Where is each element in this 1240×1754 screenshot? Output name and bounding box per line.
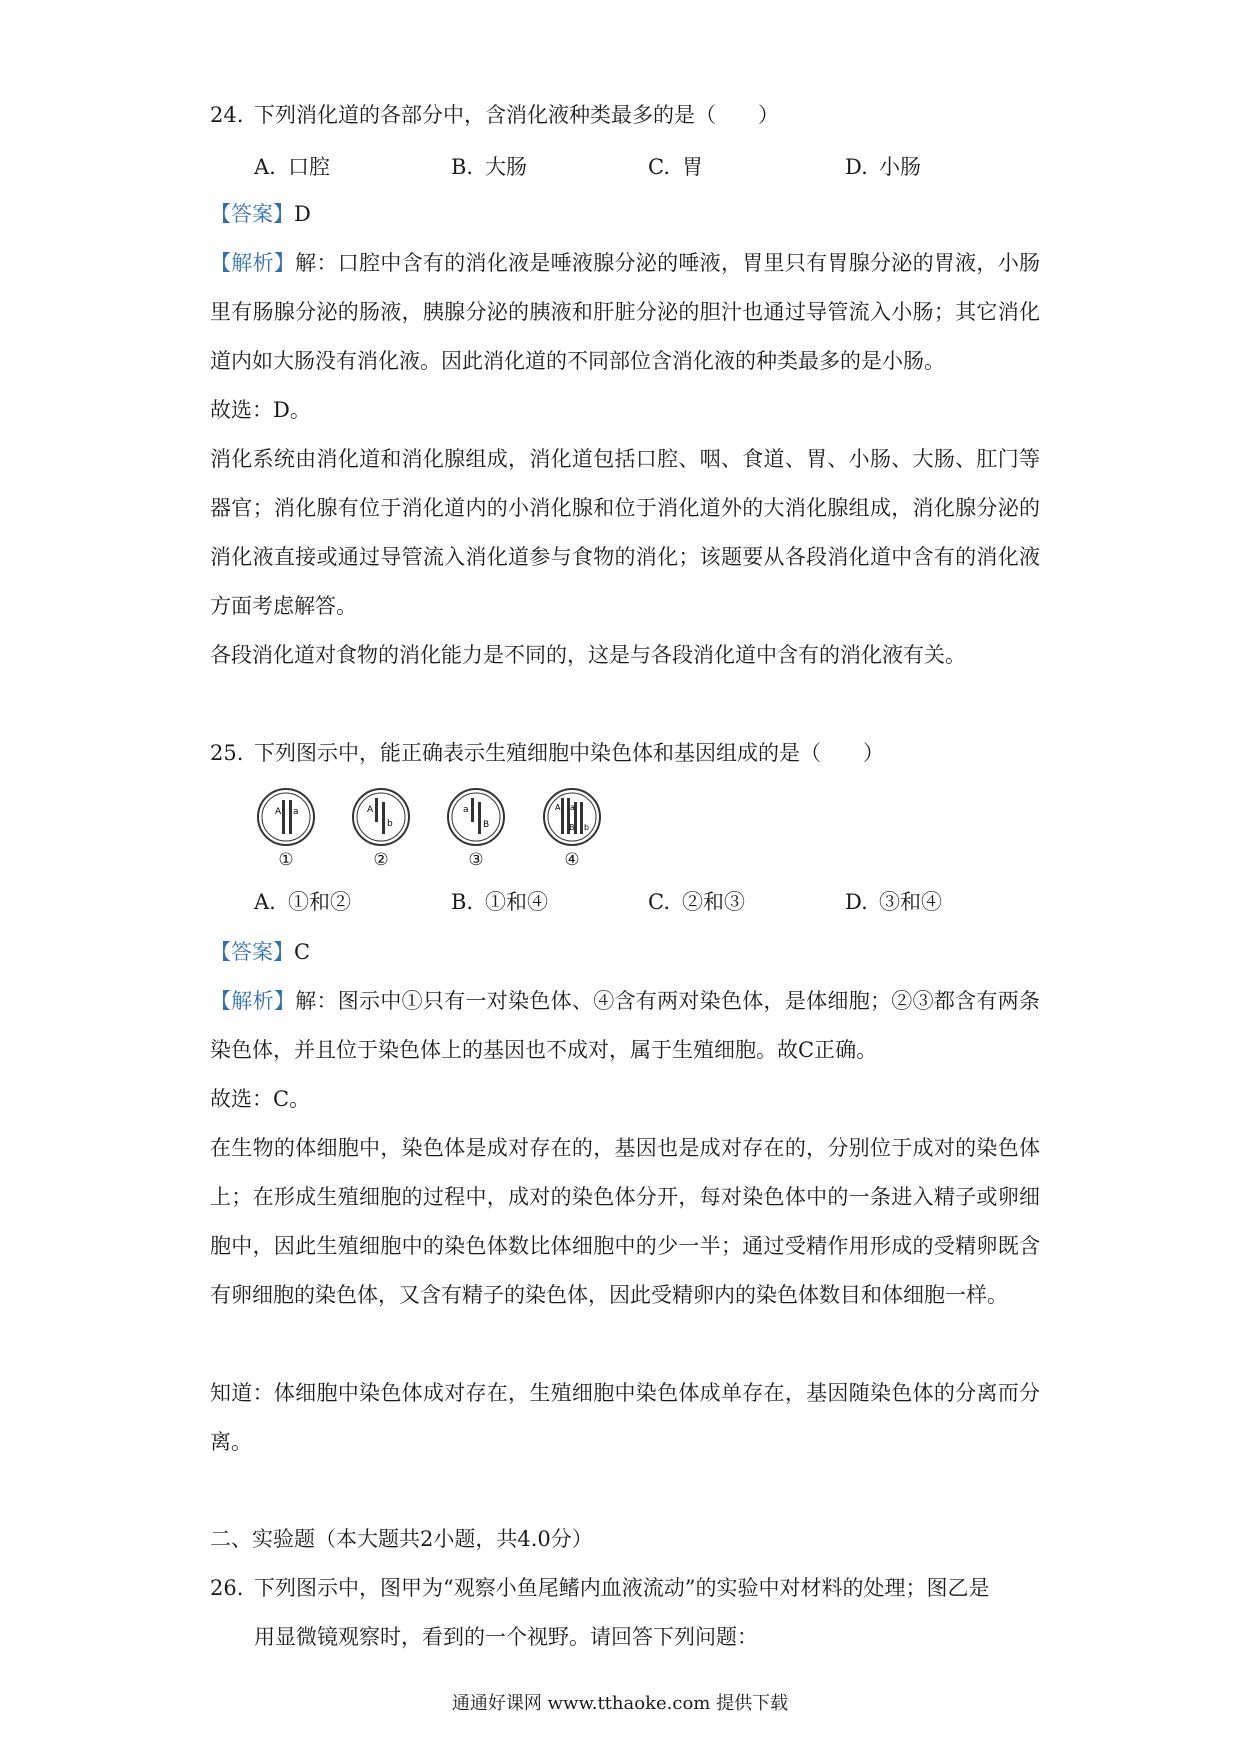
cell-figure-4: [541, 786, 603, 876]
q26-stem-1: 下列图示中，图甲为“观察小鱼尾鳍内血液流动”的实验中对材料的处理；图乙是: [254, 1576, 990, 1600]
q24-stem-line: [210, 100, 779, 130]
svg-text:b: b: [387, 819, 393, 829]
q25-option-c: C. ②和③: [648, 890, 745, 914]
q24-answer: [210, 199, 311, 229]
section-2-title: 二、实验题（本大题共2小题，共4.0分）: [210, 1527, 593, 1551]
answer-tag: 【答案】: [210, 940, 294, 964]
q25-option-a: A. ①和②: [254, 890, 351, 914]
q24-choose: 故选：D。: [210, 398, 311, 422]
svg-text:A: A: [555, 803, 561, 812]
svg-text:a: a: [293, 807, 299, 817]
figure-2-label: ②: [373, 850, 389, 870]
q25-analysis: [210, 977, 1040, 1075]
q24-note-1: 消化系统由消化道和消化腺组成，消化道包括口腔、咽、食道、胃、小肠、大肠、肛门等器官；消化腺有位于消化道内的小消化腺和位于消化道外的大消化腺组成，消化腺分泌的消化液直接或通过导管流入消化道参与食物的消化；该题要从各段消化道中含有的消化液方面考虑解答。: [210, 447, 1040, 618]
answer-tag: 【答案】: [210, 202, 294, 226]
q26-stem-line-1: [210, 1573, 989, 1603]
q25-choose: 故选：C。: [210, 1087, 311, 1111]
svg-text:B: B: [483, 820, 490, 830]
cell-diagram-1: [255, 786, 317, 848]
analysis-tag: 【解析】: [210, 251, 296, 275]
page-footer: 通通好课网 www.tthaoke.com 提供下载: [451, 1693, 789, 1714]
svg-text:a: a: [463, 805, 469, 815]
svg-text:B: B: [569, 823, 575, 832]
q24-analysis: [210, 239, 1040, 386]
q24-option-c: C. 胃: [648, 155, 703, 179]
q26-number: 26.: [210, 1576, 244, 1600]
analysis-tag: 【解析】: [210, 989, 296, 1013]
cell-diagram-2: [350, 786, 412, 848]
q24-stem: 下列消化道的各部分中，含消化液种类最多的是（ ）: [254, 103, 779, 127]
svg-text:A: A: [275, 807, 282, 817]
q25-analysis-text: 解：图示中①只有一对染色体、④含有两对染色体，是体细胞；②③都含有两条染色体，并且位于染色体上的基因也不成对，属于生殖细胞。故C正确。: [210, 989, 1041, 1062]
q25-stem-line: [210, 738, 884, 768]
figure-1-label: ①: [278, 850, 294, 870]
svg-text:b: b: [584, 823, 590, 832]
q25-stem: 下列图示中，能正确表示生殖细胞中染色体和基因组成的是（ ）: [254, 741, 884, 765]
cell-diagram-4: [541, 786, 603, 848]
q24-option-b: B. 大肠: [451, 155, 527, 179]
q25-number: 25.: [210, 741, 244, 765]
q25-note-2: 知道：体细胞中染色体成对存在，生殖细胞中染色体成单存在，基因随染色体的分离而分离。: [210, 1381, 1040, 1454]
svg-text:a: a: [570, 803, 575, 812]
q24-note-2: 各段消化道对食物的消化能力是不同的，这是与各段消化道中含有的消化液有关。: [210, 643, 966, 667]
cell-figure-1: [255, 786, 317, 876]
chromosome-figures: [255, 786, 615, 886]
q24-option-d: D. 小肠: [845, 155, 921, 179]
figure-3-label: ③: [468, 850, 484, 870]
q24-option-a: A. 口腔: [254, 155, 330, 179]
q25-option-d: D. ③和④: [845, 890, 942, 914]
q25-answer: [210, 937, 310, 967]
cell-diagram-3: [445, 786, 507, 848]
q25-option-b: B. ①和④: [451, 890, 548, 914]
cell-figure-2: [350, 786, 412, 876]
q25-answer-value: C: [294, 940, 311, 964]
q24-number: 24.: [210, 103, 244, 127]
figure-4-label: ④: [564, 850, 580, 870]
svg-text:A: A: [367, 805, 374, 815]
cell-figure-3: [445, 786, 507, 876]
q24-analysis-text: 解：口腔中含有的消化液是唾液腺分泌的唾液，胃里只有胃腺分泌的胃液，小肠里有肠腺分泌的肠液，胰腺分泌的胰液和肝脏分泌的胆汁也通过导管流入小肠；其它消化道内如大肠没有消化液。因此消化道的不同部位含消化液的种类最多的是小肠。: [210, 251, 1041, 373]
q24-answer-value: D: [294, 202, 311, 226]
q26-stem-line-2: 用显微镜观察时，看到的一个视野。请回答下列问题：: [254, 1625, 758, 1649]
q25-note-1: 在生物的体细胞中，染色体是成对存在的，基因也是成对存在的，分别位于成对的染色体上；在形成生殖细胞的过程中，成对的染色体分开，每对染色体中的一条进入精子或卵细胞中，因此生殖细胞中的染色体数比体细胞中的少一半；通过受精作用形成的受精卵既含有卵细胞的染色体，又含有精子的染色体，因此受精卵内的染色体数目和体细胞一样。: [210, 1136, 1040, 1307]
